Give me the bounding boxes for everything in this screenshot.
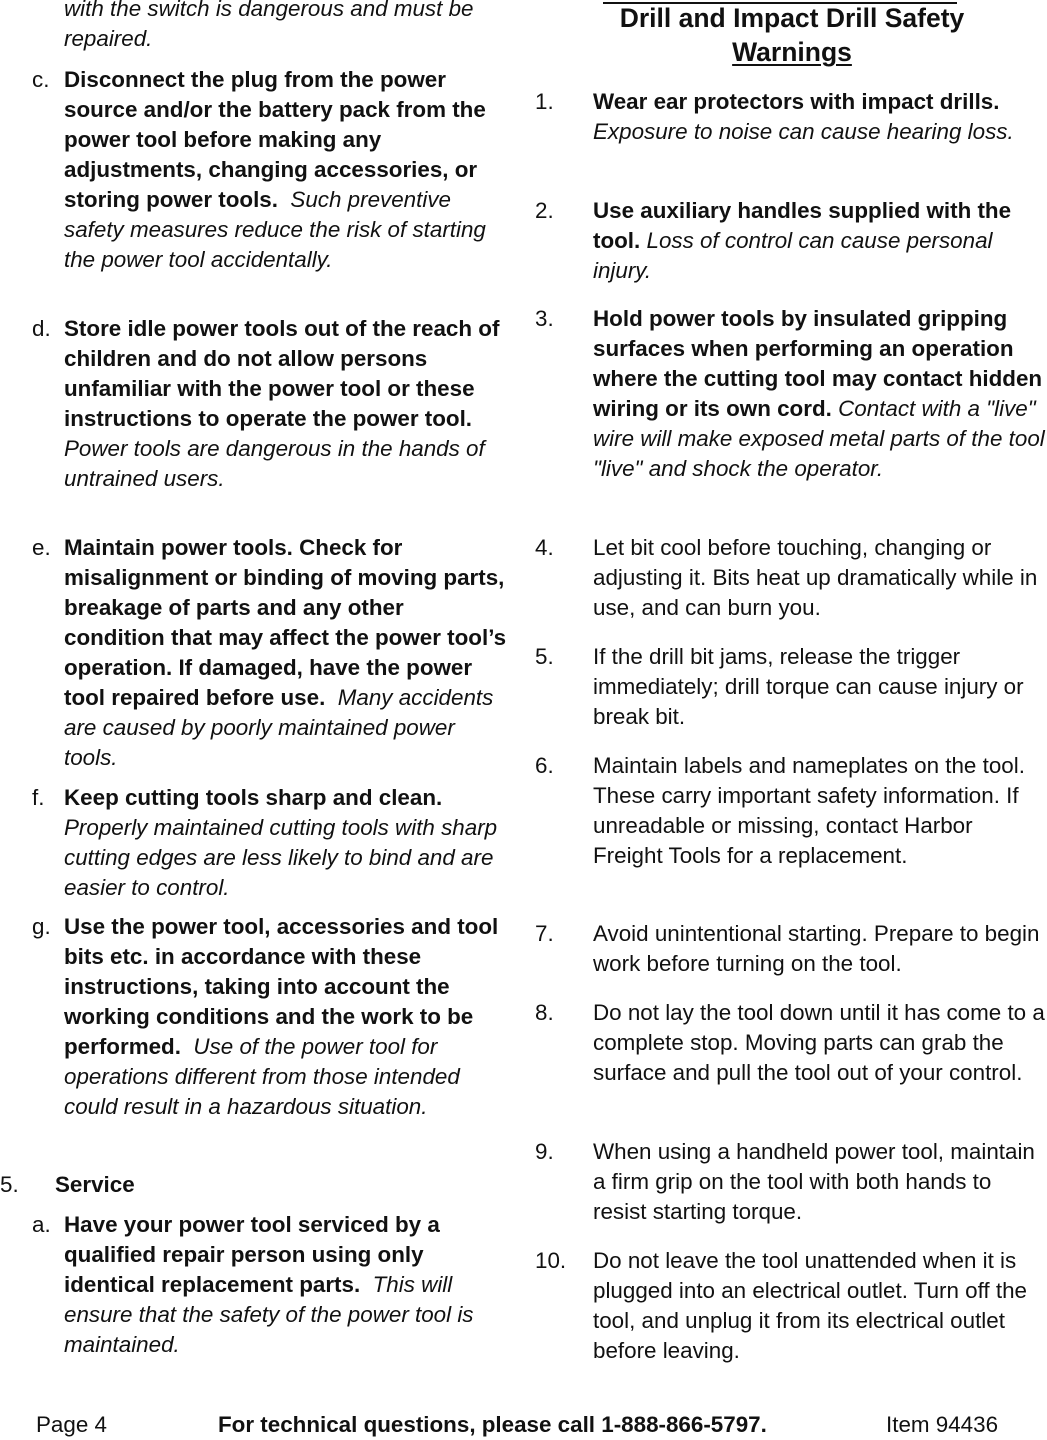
section-title: Service [55, 1172, 135, 1197]
item-explanation: Power tools are dangerous in the hands of untrained users. [64, 436, 485, 491]
item-text: Do not lay the tool down until it has come to a complete stop. Moving parts can grab the surface and pull the tool out of your control. [593, 1000, 1045, 1085]
section-title-drill-safety [582, 0, 1002, 69]
list-item-e [32, 533, 510, 773]
item-warning: Use auxiliary handles supplied with the tool. [593, 198, 1012, 253]
warning-item-1 [535, 87, 1047, 147]
item-text: If the drill bit jams, release the trigger immediately; drill torque can cause injury or break bit. [593, 644, 1024, 729]
item-warning: Keep cutting tools sharp and clean. [64, 785, 443, 810]
title-line-2: Warnings [732, 37, 852, 67]
item-explanation: Such preventive safety measures reduce the risk of starting the power tool accidentally. [64, 187, 486, 272]
item-warning: Have your power tool serviced by a qualified repair person using only identical replacement parts. [64, 1212, 440, 1297]
support-phone-text: For technical questions, please call 1-888-866-5797. [218, 1412, 767, 1437]
item-text: Maintain labels and nameplates on the tool. These carry important safety information. If unreadable or missing, contact Harbor Freight Tools for a replacement. [593, 753, 1025, 868]
item-text: Let bit cool before touching, changing or adjusting it. Bits heat up dramatically while in use, and can burn you. [593, 535, 1038, 620]
item-text: Do not leave the tool unattended when it is plugged into an electrical outlet. Turn off the tool, and unplug it from its electrical outlet before leaving. [593, 1248, 1028, 1363]
item-number: 1. [535, 89, 554, 114]
item-number-label: Item 94436 [886, 1412, 999, 1437]
warning-item-8 [535, 998, 1047, 1088]
item-number: 10. [535, 1248, 567, 1273]
item-number: 8. [535, 1000, 554, 1025]
item-text: Avoid unintentional starting. Prepare to begin work before turning on the tool. [593, 921, 1040, 976]
item-marker: e. [32, 535, 51, 560]
item-number: 2. [535, 198, 554, 223]
section-number: 5. [0, 1172, 19, 1197]
page-footer [0, 1410, 1047, 1440]
item-explanation: This will ensure that the safety of the power tool is maintained. [64, 1272, 474, 1357]
item-warning: Disconnect the plug from the power source and/or the battery pack from the power tool before making any adjustments, changing accessories, or storing power tools. [64, 67, 486, 212]
warning-item-5 [535, 642, 1047, 732]
warning-item-9 [535, 1137, 1047, 1227]
item-warning: Maintain power tools. Check for misalignment or binding of moving parts, breakage of parts and any other condition that may affect the power tool’s operation. If damaged, have the power tool repaired before use. [64, 535, 507, 710]
warning-item-4 [535, 533, 1047, 623]
item-marker: g. [32, 914, 51, 939]
warning-item-2 [535, 196, 1047, 286]
item-explanation: Exposure to noise can cause hearing loss. [593, 119, 1014, 144]
item-explanation: Use of the power tool for operations different from those intended could result in a hazardous situation. [64, 1034, 460, 1119]
warning-item-6 [535, 751, 1047, 871]
list-item-f [32, 783, 510, 903]
item-text: When using a handheld power tool, maintain a firm grip on the tool with both hands to resist starting torque. [593, 1139, 1035, 1224]
list-item-a [32, 1210, 510, 1360]
item-marker: f. [32, 785, 45, 810]
item-number: 5. [535, 644, 554, 669]
continued-text: with the switch is dangerous and must be repaired. [64, 0, 474, 51]
item-warning: Hold power tools by insulated gripping surfaces when performing an operation where the cutting tool may contact hidden wiring or its own cord. [593, 306, 1043, 421]
item-marker: a. [32, 1212, 51, 1237]
warning-item-10 [535, 1246, 1047, 1366]
item-number: 9. [535, 1139, 554, 1164]
item-warning: Store idle power tools out of the reach of children and do not allow persons unfamiliar with the power tool or these instructions to operate the power tool. [64, 316, 500, 431]
list-item-d [32, 314, 510, 494]
item-marker: d. [32, 316, 51, 341]
item-explanation: Loss of control can cause personal injury. [593, 228, 993, 283]
item-marker: c. [32, 67, 50, 92]
title-line-1: Drill and Impact Drill Safety [619, 3, 965, 33]
item-explanation: Many accidents are caused by poorly maintained power tools. [64, 685, 494, 770]
item-explanation: Properly maintained cutting tools with sharp cutting edges are less likely to bind and are easier to control. [64, 815, 498, 900]
item-number: 4. [535, 535, 554, 560]
item-warning: Use the power tool, accessories and tool bits etc. in accordance with these instructions, taking into account the working conditions and the work to be performed. [64, 914, 499, 1059]
page-number: Page 4 [36, 1412, 107, 1437]
item-warning: Wear ear protectors with impact drills. [593, 89, 1000, 114]
item-number: 7. [535, 921, 554, 946]
title-rule [603, 2, 957, 4]
item-explanation: Contact with a "live" wire will make exposed metal parts of the tool "live" and shock the operator. [593, 396, 1045, 481]
warning-item-3 [535, 304, 1047, 484]
warning-item-7 [535, 919, 1047, 979]
item-number: 6. [535, 753, 554, 778]
item-number: 3. [535, 306, 554, 331]
list-item-g [32, 912, 510, 1122]
list-item-c [32, 65, 510, 275]
